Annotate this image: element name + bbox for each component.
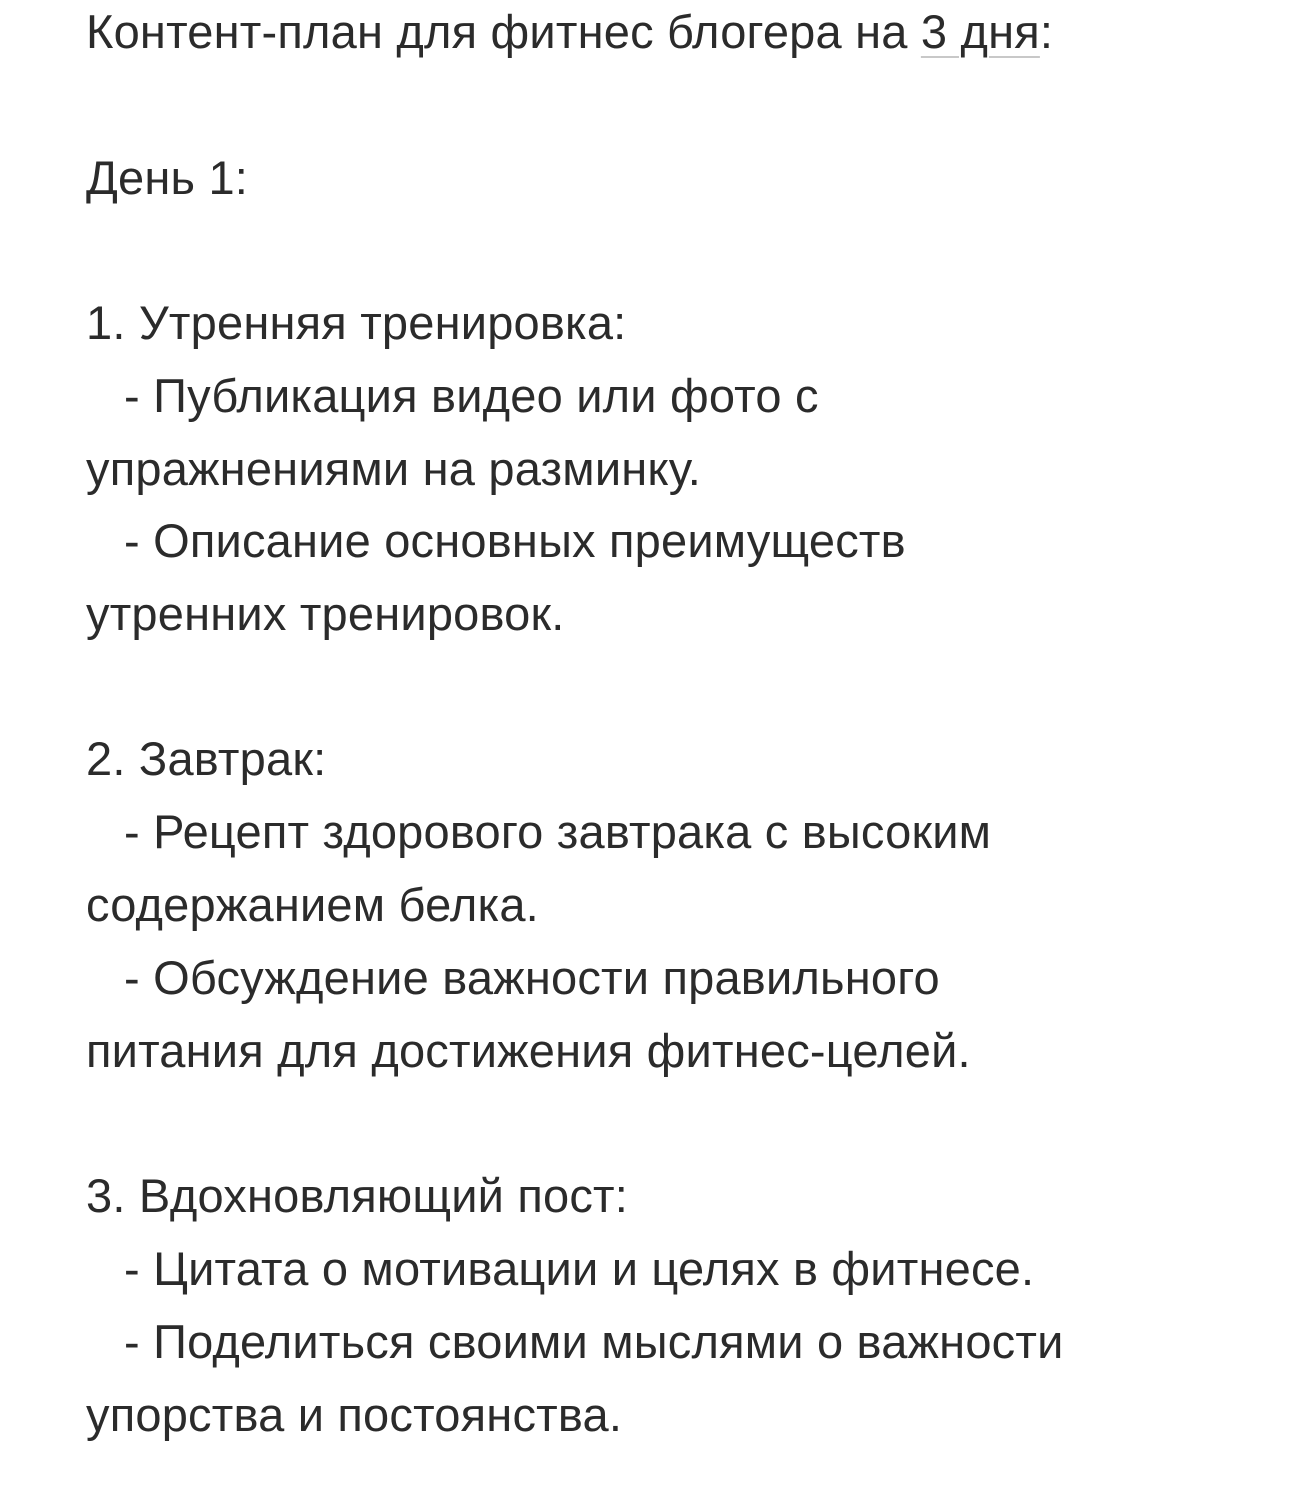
bullet-line: - Поделиться своими мыслями о важности [124,1315,1064,1368]
plan-title-suffix: : [1039,5,1054,58]
bullet-line: - Публикация видео или фото с [124,369,819,422]
bullet-line: - Описание основных преимуществ [124,514,906,567]
section-heading: 3. Вдохновляющий пост: [86,1169,629,1222]
bullet-line: - Цитата о мотивации и целях в фитнесе. [124,1242,1035,1295]
plan-title-prefix: Контент-план для фитнес блогера на [86,5,921,58]
bullet-line: - Рецепт здорового завтрака с высоким [124,805,992,858]
plan-title [86,2,1053,62]
bullet-continuation: питания для достижения фитнес-целей. [86,1024,971,1077]
bullet-continuation: упорства и постоянства. [86,1388,623,1441]
bullet-continuation: упражнениями на разминку. [86,442,701,495]
bullet-continuation: утренних тренировок. [86,587,565,640]
day-heading: День 1: [86,151,249,204]
date-link[interactable]: 3 дня [920,5,1040,58]
section-heading: 2. Завтрак: [86,732,327,785]
bullet-continuation: содержанием белка. [86,878,539,931]
bullet-line: - Обсуждение важности правильного [124,951,940,1004]
section-heading: 1. Утренняя тренировка: [86,296,627,349]
